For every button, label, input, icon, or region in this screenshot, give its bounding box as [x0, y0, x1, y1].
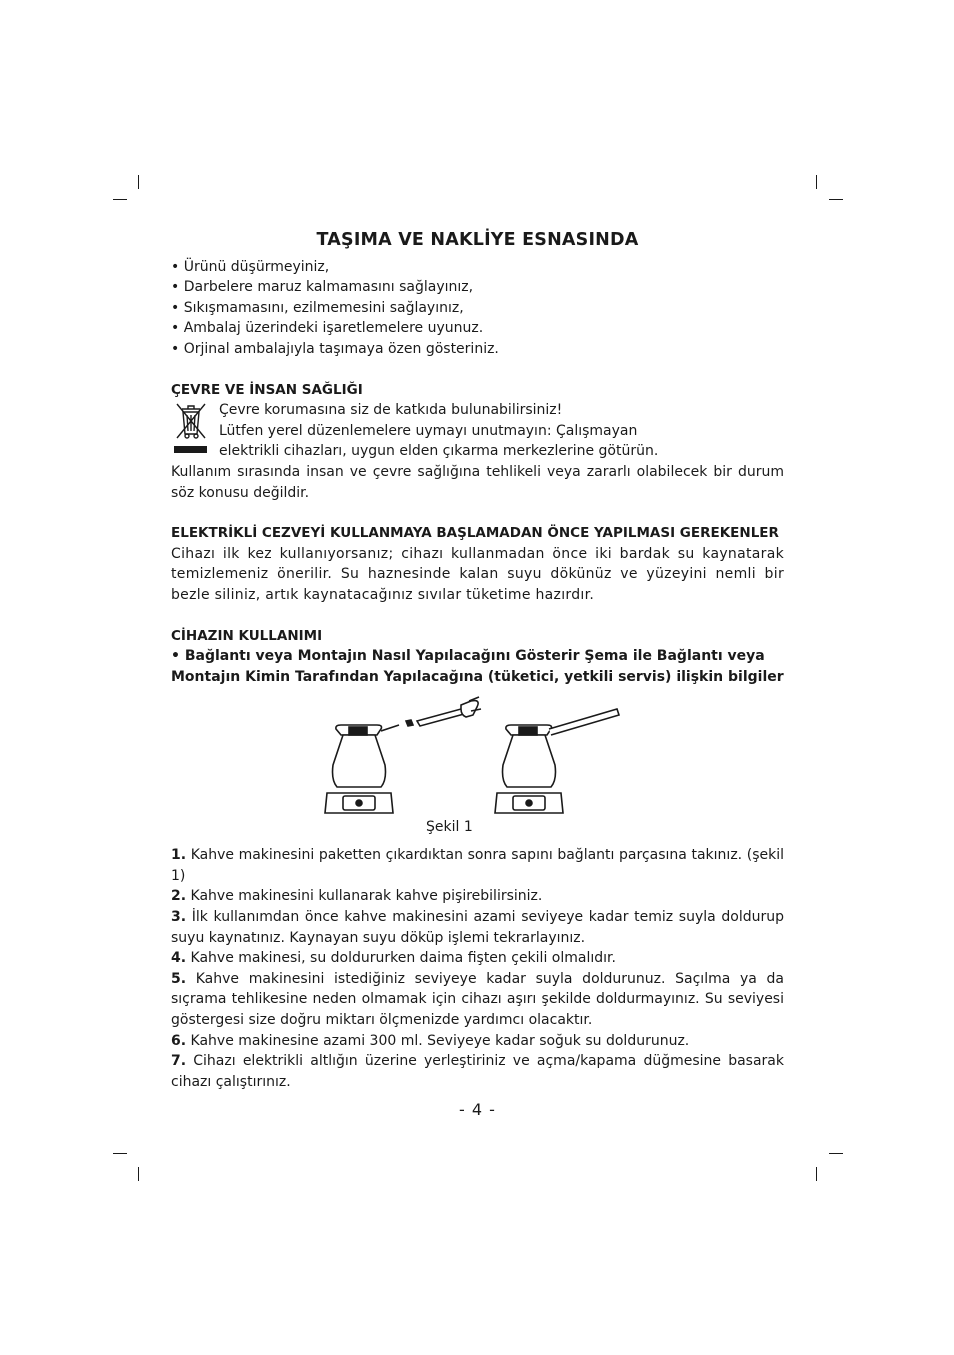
- step-number: 1.: [171, 847, 187, 864]
- crop-mark: [829, 1153, 843, 1154]
- environment-line-2: Lütfen yerel düzenlemelere uymayı unutmayın: Çalışmayan: [219, 422, 638, 439]
- list-item: • Orjinal ambalajıyla taşımaya özen gösteriniz.: [171, 340, 499, 357]
- step-text: Cihazı elektrikli altlığın üzerine yerleştiriniz ve açma/kapama düğmesine basarak cihazı çalıştırınız.: [171, 1053, 784, 1090]
- environment-line-1: Çevre korumasına siz de katkıda bulunabilirsiniz!: [219, 402, 563, 419]
- crop-mark: [816, 1167, 817, 1181]
- list-item: • Sıkışmamasını, ezilmemesini sağlayınız,: [171, 299, 464, 316]
- crop-mark: [113, 1153, 127, 1154]
- step-number: 6.: [171, 1032, 187, 1049]
- environment-block: [171, 400, 784, 462]
- step-text: İlk kullanımdan önce kahve makinesini azami seviyeye kadar temiz suyla doldurup suyu kaynatınız. Kaynayan suyu döküp işlemi tekrarlayınız.: [171, 909, 784, 946]
- list-item: • Ambalaj üzerindeki işaretlemelere uyunuz.: [171, 320, 484, 337]
- usage-bold-text: • Bağlantı veya Montajın Nasıl Yapılacağını Gösterir Şema ile Bağlantı veya Montajın Kimin Tarafından Yapılacağına (tüketici, yetkili servis) ilişkin bilgiler: [171, 648, 784, 685]
- figure-caption: Şekil 1: [426, 819, 473, 836]
- step-text: Kahve makinesini paketten çıkardıktan sonra sapını bağlantı parçasına takınız. (şekil 1): [171, 847, 784, 884]
- crop-mark: [829, 199, 843, 200]
- before-use-text: Cihazı ilk kez kullanıyorsanız; cihazı kullanmadan önce iki bardak su kaynatarak temizlemeniz önerilir. Su haznesinde kalan suyu dökünüz ve yüzeyini nemli bir bezle siliniz, artık kaynatacağınız sıvılar tüketime hazırdır.: [171, 545, 784, 603]
- page-title: TAŞIMA VE NAKLİYE ESNASINDA: [316, 230, 639, 250]
- usage-heading: CİHAZIN KULLANIMI: [171, 627, 323, 644]
- environment-heading: ÇEVRE VE İNSAN SAĞLIĞI: [171, 381, 363, 398]
- step-number: 7.: [171, 1053, 187, 1070]
- step-number: 5.: [171, 970, 187, 987]
- transport-list: [171, 257, 784, 360]
- weee-crossed-bin-icon: [173, 400, 209, 462]
- list-item: [171, 907, 784, 948]
- list-item: [171, 845, 784, 886]
- page-content: [171, 230, 784, 1121]
- environment-line-3: elektrikli cihazları, uygun elden çıkarma merkezlerine götürün.: [219, 443, 659, 460]
- list-item: [171, 969, 784, 1031]
- step-text: Kahve makinesini istediğiniz seviyeye kadar suyla doldurunuz. Saçılma ya da sıçrama tehlikesine neden olmamak için cihazı aşırı şekilde doldurmayınız. Su seviyesi göstergesi size doğru miktarı ölçmenizde yardımcı olacaktır.: [171, 970, 784, 1029]
- list-item: [171, 886, 784, 907]
- list-item: [171, 948, 784, 969]
- crop-mark: [138, 1167, 139, 1181]
- list-item: • Darbelere maruz kalmamasını sağlayınız,: [171, 279, 474, 296]
- step-number: 4.: [171, 950, 187, 967]
- step-number: 2.: [171, 888, 187, 905]
- crop-mark: [138, 175, 139, 189]
- page-number: - 4 -: [459, 1100, 496, 1120]
- step-text: Kahve makinesi, su doldururken daima fişten çekili olmalıdır.: [190, 950, 616, 967]
- crop-mark: [113, 199, 127, 200]
- step-text: Kahve makinesini kullanarak kahve pişirebilirsiniz.: [190, 888, 543, 905]
- coffee-pot-illustration: [321, 695, 631, 820]
- steps-list: [171, 845, 784, 1092]
- step-number: 3.: [171, 909, 187, 926]
- list-item: [171, 1051, 784, 1092]
- environment-note: Kullanım sırasında insan ve çevre sağlığına tehlikeli veya zararlı olabilecek bir durum söz konusu değildir.: [171, 463, 784, 501]
- crop-mark: [816, 175, 817, 189]
- before-use-heading: ELEKTRİKLİ CEZVEYİ KULLANMAYA BAŞLAMADAN ÖNCE YAPILMASI GEREKENLER: [171, 525, 779, 542]
- list-item: • Ürünü düşürmeyiniz,: [171, 258, 330, 275]
- step-text: Kahve makinesine azami 300 ml. Seviyeye kadar soğuk su doldurunuz.: [190, 1032, 690, 1049]
- figure-1: [171, 695, 784, 845]
- list-item: [171, 1031, 784, 1052]
